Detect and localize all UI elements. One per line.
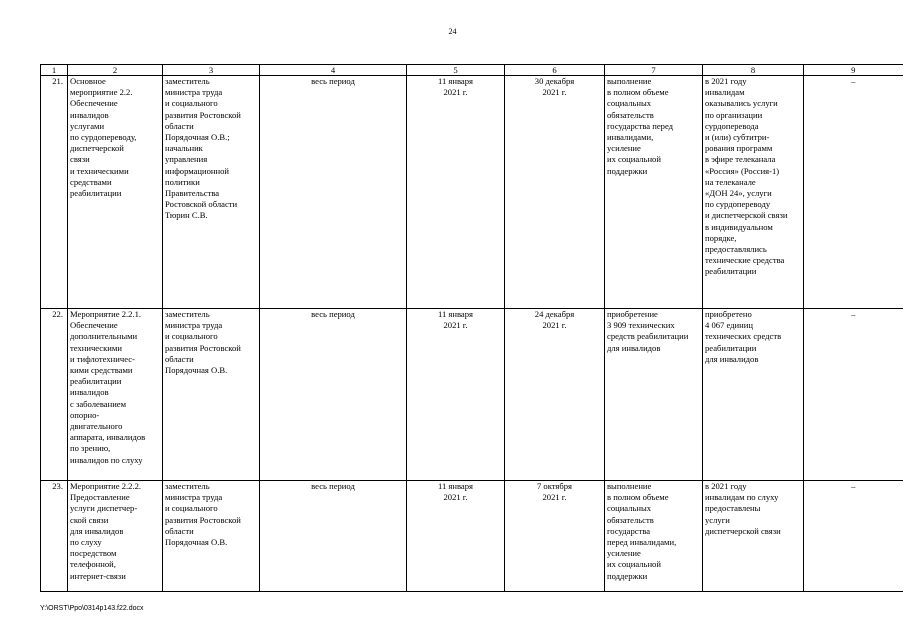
expected-result: выполнение в полном объеме социальных обязательств государства перед инвалидами, усиление их социальной поддержки <box>605 76 703 309</box>
period: весь период <box>260 76 407 309</box>
actual-result: в 2021 году инвалидам по слуху предоставлены услуги диспетчерской связи <box>703 481 804 592</box>
period: весь период <box>260 309 407 481</box>
event-name: Мероприятие 2.2.1. Обеспечение дополнительными техническими и тифлотехничес- кими средствами реабилитации инвалидов с заболеванием опорно- двигательного аппарата, инвалидов по зрению, инвалидов по слуху <box>68 309 163 481</box>
header-cell: 1 <box>41 65 68 76</box>
responsible: заместитель министра труда и социального развития Ростовской области Порядочная О.В. <box>163 309 260 481</box>
page-number: 24 <box>448 27 457 36</box>
responsible: заместитель министра труда и социального развития Ростовской области Порядочная О.В. <box>163 481 260 592</box>
end-date: 30 декабря 2021 г. <box>505 76 605 309</box>
note: – <box>804 481 903 592</box>
header-cell: 9 <box>804 65 903 76</box>
responsible: заместитель министра труда и социального развития Ростовской области Порядочная О.В.; начальник управления информационной политики Правительства Ростовской области Тюрин С.В. <box>163 76 260 309</box>
header-cell: 4 <box>260 65 407 76</box>
table-row <box>41 76 903 309</box>
expected-result: приобретение 3 909 технических средств реабилитации для инвалидов <box>605 309 703 481</box>
header-cell: 8 <box>703 65 804 76</box>
header-cell: 2 <box>68 65 163 76</box>
expected-result: выполнение в полном объеме социальных обязательств государства перед инвалидами, усиление их социальной поддержки <box>605 481 703 592</box>
end-date: 24 декабря 2021 г. <box>505 309 605 481</box>
row-number: 22. <box>41 309 68 481</box>
file-path-footer: Y:\ORST\Ppo\0314p143.f22.docx <box>40 605 144 612</box>
note: – <box>804 76 903 309</box>
start-date: 11 января 2021 г. <box>407 309 505 481</box>
row-number: 23. <box>41 481 68 592</box>
note: – <box>804 309 903 481</box>
actual-result: в 2021 году инвалидам оказывались услуги по организации сурдоперевода и (или) субтитри- рования программ в эфире телеканала «Россия» (Россия-1) на телеканале «ДОН 24», услуги по сурдопереводу и диспетчерской связи в индивидуальном порядке, предоставлялись технические средства реабилитации <box>703 76 804 309</box>
period: весь период <box>260 481 407 592</box>
event-name: Мероприятие 2.2.2. Предоставление услуги диспетчер- ской связи для инвалидов по слуху посредством телефонной, интернет-связи <box>68 481 163 592</box>
header-cell: 3 <box>163 65 260 76</box>
table-row <box>41 309 903 481</box>
header-cell: 5 <box>407 65 505 76</box>
header-cell: 6 <box>505 65 605 76</box>
start-date: 11 января 2021 г. <box>407 481 505 592</box>
table-row <box>41 481 903 592</box>
header-row <box>41 65 903 76</box>
header-cell: 7 <box>605 65 703 76</box>
actual-result: приобретено 4 067 единиц технических средств реабилитации для инвалидов <box>703 309 804 481</box>
end-date: 7 октября 2021 г. <box>505 481 605 592</box>
plan-table <box>40 64 903 592</box>
start-date: 11 января 2021 г. <box>407 76 505 309</box>
row-number: 21. <box>41 76 68 309</box>
event-name: Основное мероприятие 2.2. Обеспечение инвалидов услугами по сурдопереводу, диспетчерской связи и техническими средствами реабилитации <box>68 76 163 309</box>
